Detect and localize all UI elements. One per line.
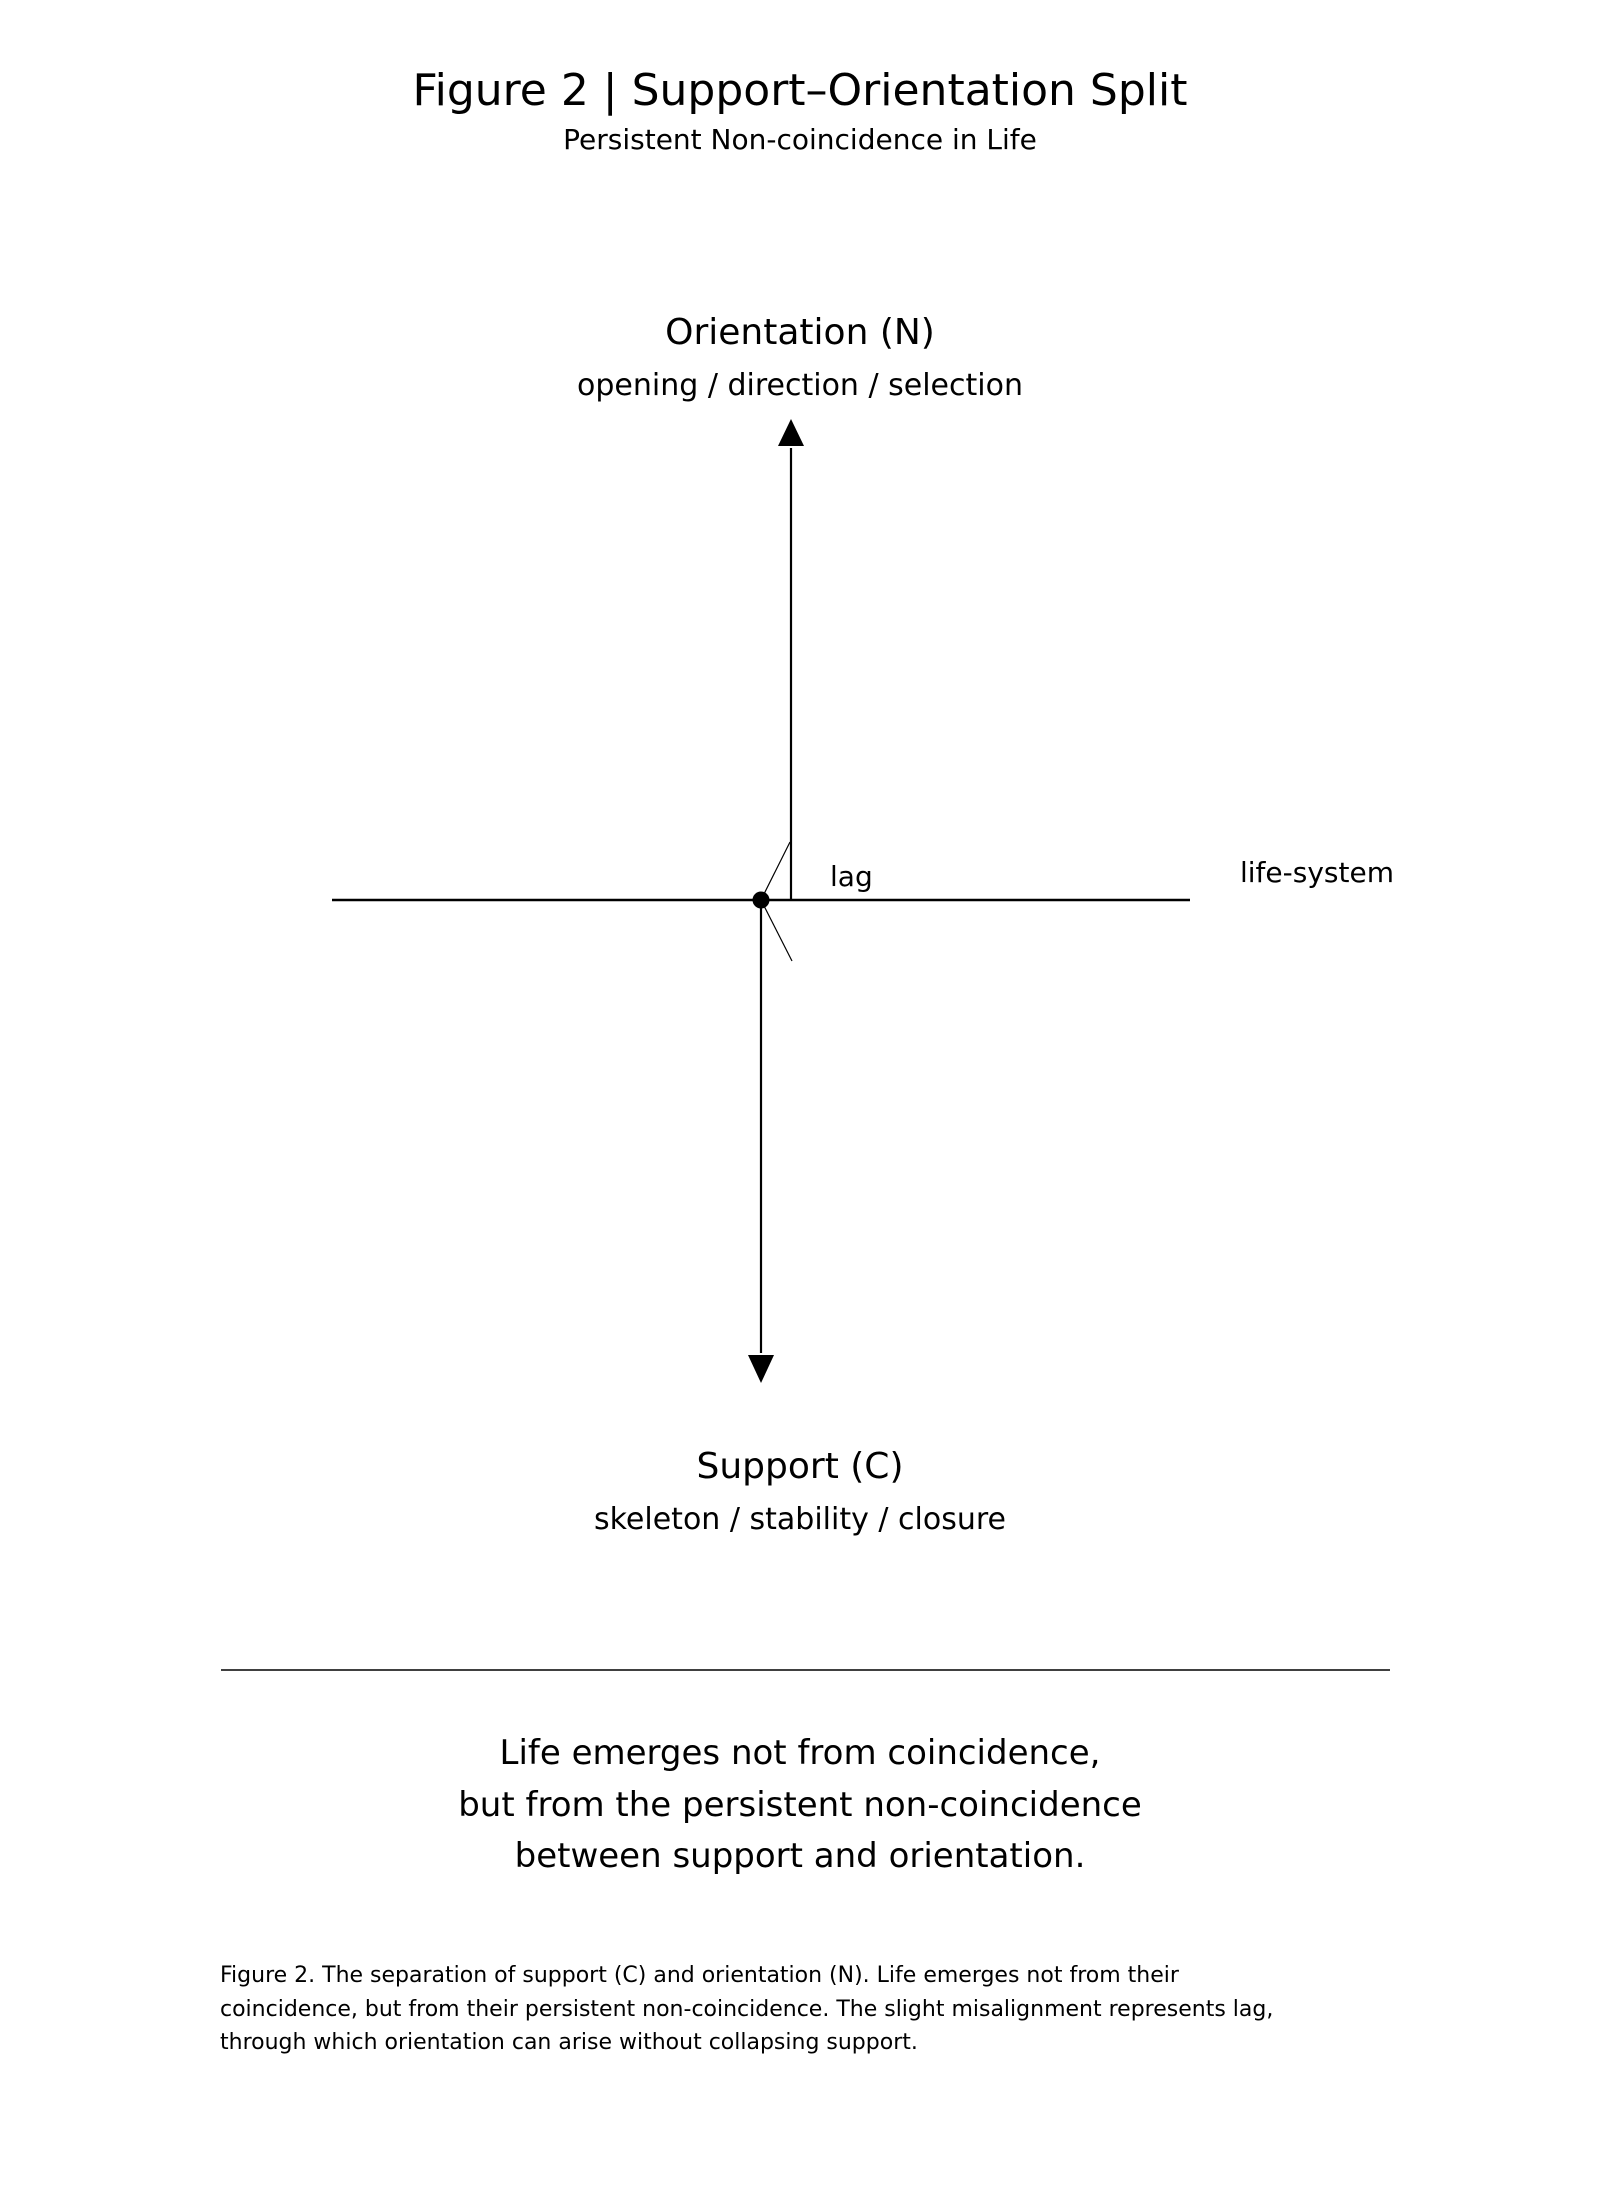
support-axis-label: Support (C) xyxy=(696,1446,904,1487)
lag-label: lag xyxy=(830,860,873,893)
life-system-label: life-system xyxy=(1240,856,1394,889)
figure-title: Figure 2 | Support–Orientation Split xyxy=(412,65,1188,116)
lag-lower-tick-line xyxy=(761,900,792,961)
caption-line: coincidence, but from their persistent non-coincidence. The slight misalignment represents lag, xyxy=(220,1997,1274,2022)
quote-line: Life emerges not from coincidence, xyxy=(499,1733,1101,1773)
up-arrowhead-icon xyxy=(778,419,804,446)
down-arrowhead-icon xyxy=(748,1355,774,1383)
caption-line: Figure 2. The separation of support (C) and orientation (N). Life emerges not from their xyxy=(220,1963,1179,1988)
orientation-axis-sublabel: opening / direction / selection xyxy=(577,368,1023,403)
lag-upper-tick-line xyxy=(761,842,790,900)
caption-line: through which orientation can arise without collapsing support. xyxy=(220,2030,918,2055)
orientation-axis-label: Orientation (N) xyxy=(665,312,935,353)
quote-line: but from the persistent non-coincidence xyxy=(458,1785,1142,1825)
figure-subtitle: Persistent Non-coincidence in Life xyxy=(563,123,1037,156)
quote-line: between support and orientation. xyxy=(514,1836,1086,1876)
support-axis-sublabel: skeleton / stability / closure xyxy=(594,1502,1006,1537)
